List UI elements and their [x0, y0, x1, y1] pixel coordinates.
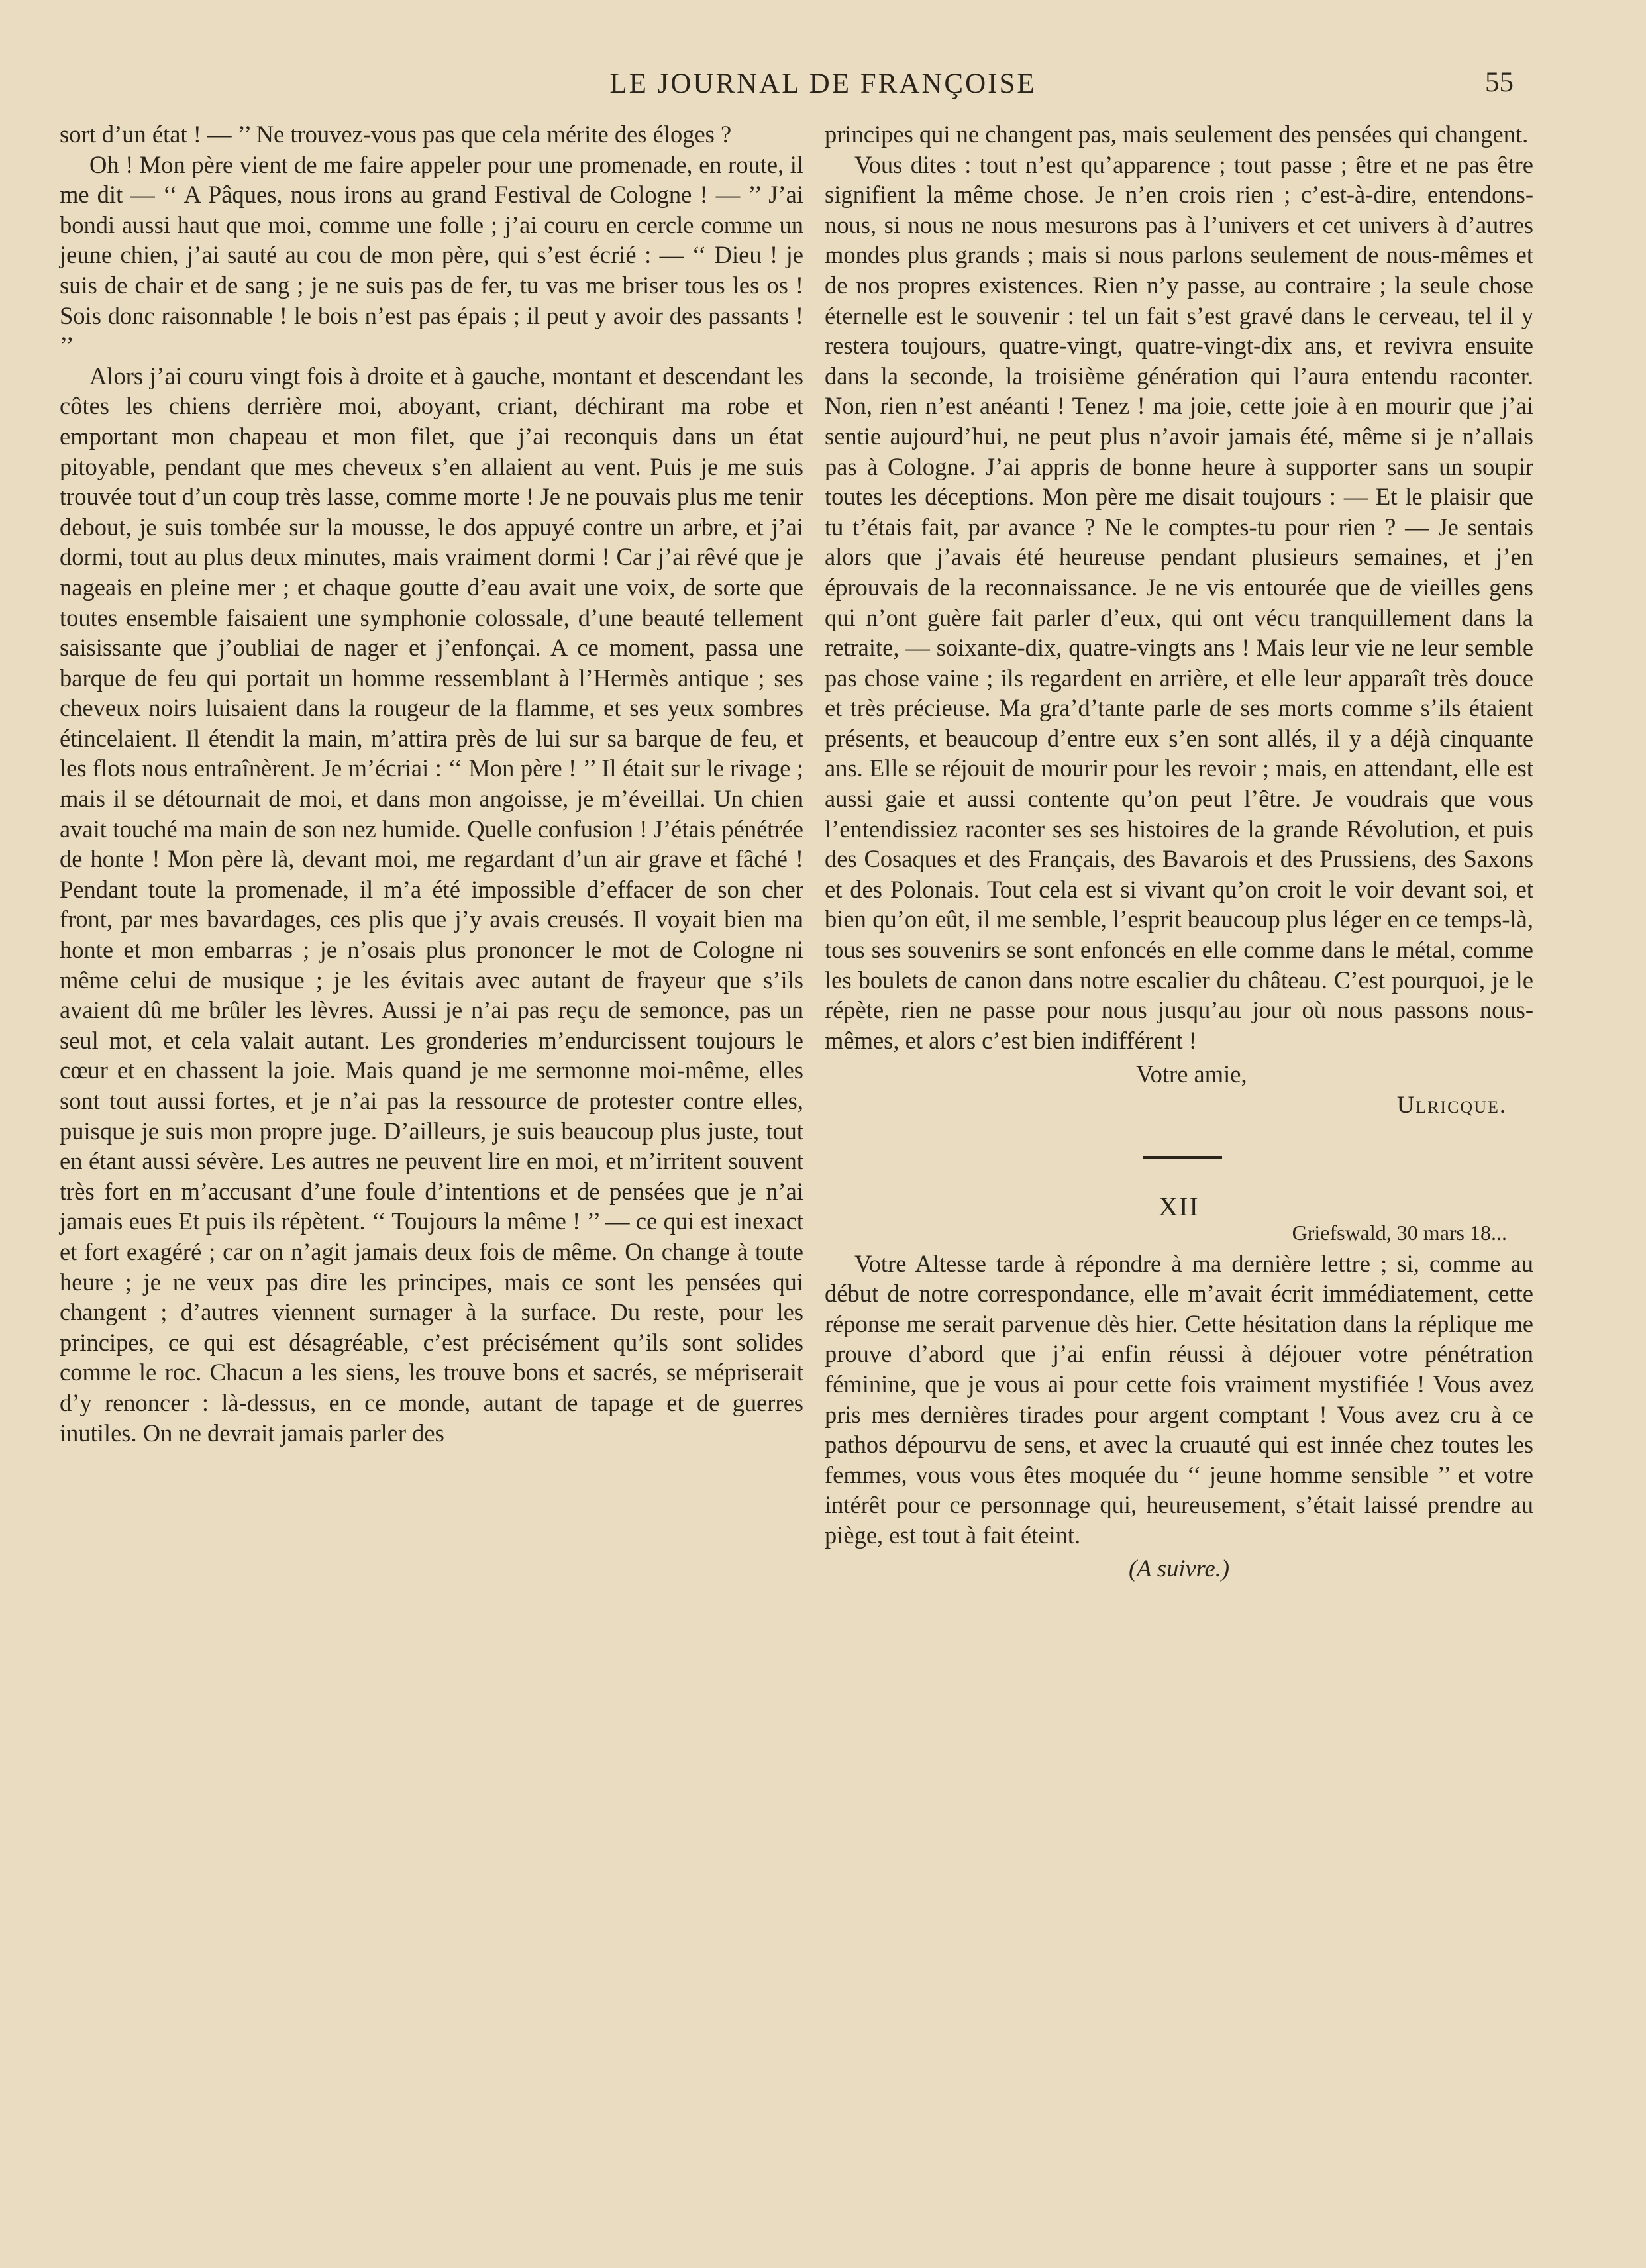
paragraph: Votre Altesse tarde à répondre à ma dernière lettre ; si, comme au début de notre correspondance, elle m’avait écrit immédiatement, cette réponse me serait parvenue dès hier. Cette hésitation dans la réplique me prouve d’abord que j’ai enfin réussi à déjouer votre pénétration féminine, que je vous ai pour cette fois vraiment mystifiée ! Vous avez pris mes dernières tirades pour argent comptant ! Vous avez cru à ce pathos dépourvu de sens, et avec la cruauté qui est innée chez toutes les femmes, vous vous êtes moquée du ‘‘ jeune homme sensible ’’ et votre intérêt pour ce personnage qui, heureusement, s’était laissé prendre au piège, est tout à fait éteint.: [825, 1249, 1533, 1549]
journal-title: LE JOURNAL DE FRANÇOISE: [609, 68, 1037, 99]
paragraph: principes qui ne changent pas, mais seulement des pensées qui changent.: [825, 121, 1529, 148]
section-divider: [1143, 1156, 1222, 1159]
right-column: [825, 119, 1533, 1583]
left-column: [60, 119, 803, 1448]
letter-signoff: [825, 1055, 1533, 1188]
page-number: 55: [1485, 67, 1514, 98]
running-head: [0, 64, 1646, 103]
paragraph: Vous dites : tout n’est qu’apparence ; tout passe ; être et ne pas être signifient la même chose. Je n’en crois rien ; c’est-à-dire, entendons-nous, si nous ne nous mesurons pas à l’univers et cet univers à d’autres mondes plus grands ; mais si nous parlons seulement de nous-mêmes et de nos propres existences. Rien n’y passe, au contraire ; la seule chose éternelle est le souvenir : tel un fait s’est gravé dans le cerveau, tel il y restera toujours, quatre-vingt, quatre-vingt-dix ans, et revivra ensuite dans la seconde, la troisième génération qui l’aura entendu raconter. Non, rien n’est anéanti ! Tenez ! ma joie, cette joie à en mourir que j’ai sentie aujourd’hui, ne peut plus n’avoir jamais été, même si je n’allais pas à Cologne. J’ai appris de bonne heure à supporter sans un soupir toutes les déceptions. Mon père me disait toujours : — Et le plaisir que tu t’étais fait, par avance ? Ne le comptes-tu pour rien ? — Je sentais alors que j’avais été heureuse pendant plusieurs semaines, et j’en éprouvais de la reconnaissance. Je ne vis entourée que de vieilles gens qui n’ont guère fait parler d’eux, qui ont vécu tranquillement dans la retraite, — soixante-dix, quatre-vingts ans ! Mais leur vie ne leur semble pas chose vaine ; ils regardent en arrière, et elle leur apparaît très douce et très précieuse. Ma gra’d’tante parle de ses morts comme s’ils étaient présents, et beaucoup d’entre eux s’en sont allés, il y a déjà cinquante ans. Elle se réjouit de mourir pour les revoir ; mais, en attendant, elle est aussi gaie et aussi contente qu’on peut l’être. Je voudrais que vous l’entendissiez raconter ses ses histoires de la grande Révolution, et puis des Cosaques et des Français, des Bavarois et des Prussiens, des Saxons et des Polonais. Tout cela est si vivant qu’on croit le voir devant soi, et bien qu’on eût, il me semble, l’esprit beaucoup plus léger en ce temps-là, tous ses souvenirs se sont enfoncés en elle comme dans le métal, comme les boulets de canon dans notre escalier du château. C’est pourquoi, je le répète, rien ne passe pour nous jusqu’au jour où nous passons nous-mêmes, et alors c’est bien indifférent !: [825, 150, 1533, 1054]
closing-line: Votre amie,: [1136, 1060, 1247, 1088]
section-number: XII: [1158, 1192, 1200, 1222]
paragraph: Alors j’ai couru vingt fois à droite et à gauche, montant et descendant les côtes les chiens derrière moi, aboyant, criant, déchirant ma robe et emportant mon chapeau et mon filet, que j’ai reconquis dans un état pitoyable, pendant que mes cheveux s’en allaient au vent. Puis je me suis trouvée tout d’un coup très lasse, comme morte ! Je ne pouvais plus me tenir debout, je suis tombée sur la mousse, le dos appuyé contre un arbre, et j’ai dormi, tout au plus deux minutes, mais vraiment dormi ! Car j’ai rêvé que je nageais en pleine mer ; et chaque goutte d’eau avait une voix, de sorte que toutes ensemble faisaient une symphonie colossale, d’une beauté tellement saisissante que j’oubliai de nager et j’enfonçai. A ce moment, passa une barque de feu qui portait un homme ressemblant à l’Hermès antique ; ses cheveux noirs luisaient dans la rougeur de la flamme, et ses yeux sombres étincelaient. Il étendit la main, m’attira près de lui sur sa barque de feu, et les flots nous entraînèrent. Je m’écriai : ‘‘ Mon père ! ’’ Il était sur le rivage ; mais il se détournait de moi, et dans mon angoisse, je m’éveillai. Un chien avait touché ma main de son nez humide. Quelle confusion ! J’étais pénétrée de honte ! Mon père là, devant moi, me regardant d’un air grave et fâché ! Pendant toute la promenade, il m’a été impossible d’effacer de son cher front, par mes bavardages, ces plis que j’y avais creusés. Il voyait bien ma honte et mon embarras ; je n’osais plus prononcer le mot de Cologne ni même celui de musique ; je les évitais avec autant de frayeur que s’ils avaient dû me brûler les lèvres. Aussi je n’ai pas reçu de semonce, pas un seul mot, et cela valait autant. Les gronderies m’endurcissent toujours le cœur et en chassent la joie. Mais quand je me sermonne moi-même, elles sont tout aussi fortes, et je n’ai pas la ressource de protester contre elles, puisque je suis mon propre juge. D’ailleurs, je suis beaucoup plus juste, tout en étant aussi sévère. Les autres ne peuvent lire en moi, et m’irritent souvent très fort en m’accusant d’une foule d’intentions et de pensées que je n’ai jamais eues Et puis ils répètent. ‘‘ Toujours la même ! ’’ — ce qui est inexact et fort exagéré ; car on n’agit jamais deux fois de même. On change à toute heure ; je ne veux pas dire les principes, mais ce sont les pensées qui changent ; d’autres viennent surnager à la surface. Du reste, pour les principes, ce qui est désagréable, c’est précisément qu’ils sont solides comme le roc. Chacun a les siens, les trouve bons et sacrés, se mépriserait d’y renoncer : là-dessus, en ce monde, autant de tapage et de guerres inutiles. On ne devrait jamais parler des: [60, 362, 803, 1447]
dateline: Griefswald, 30 mars 18...: [1292, 1221, 1507, 1245]
paragraph: Oh ! Mon père vient de me faire appeler pour une promenade, en route, il me dit — ‘‘ A Pâques, nous irons au grand Festival de Cologne ! — ’’ J’ai bondi aussi haut que moi, comme une folle ; j’ai couru en cercle comme un jeune chien, j’ai sauté au cou de mon père, qui s’est écrié : — ‘‘ Dieu ! je suis de chair et de sang ; je ne suis pas de fer, tu vas me briser tous les os ! Sois donc raisonnable ! le bois n’est pas épais ; il peut y avoir des passants ! ’’: [60, 150, 803, 360]
signature: Ulricque.: [1396, 1091, 1507, 1119]
to-be-continued: (A suivre.): [1128, 1554, 1230, 1582]
paragraph: sort d’un état ! — ’’ Ne trouvez-vous pas que cela mérite des éloges ?: [60, 121, 732, 148]
